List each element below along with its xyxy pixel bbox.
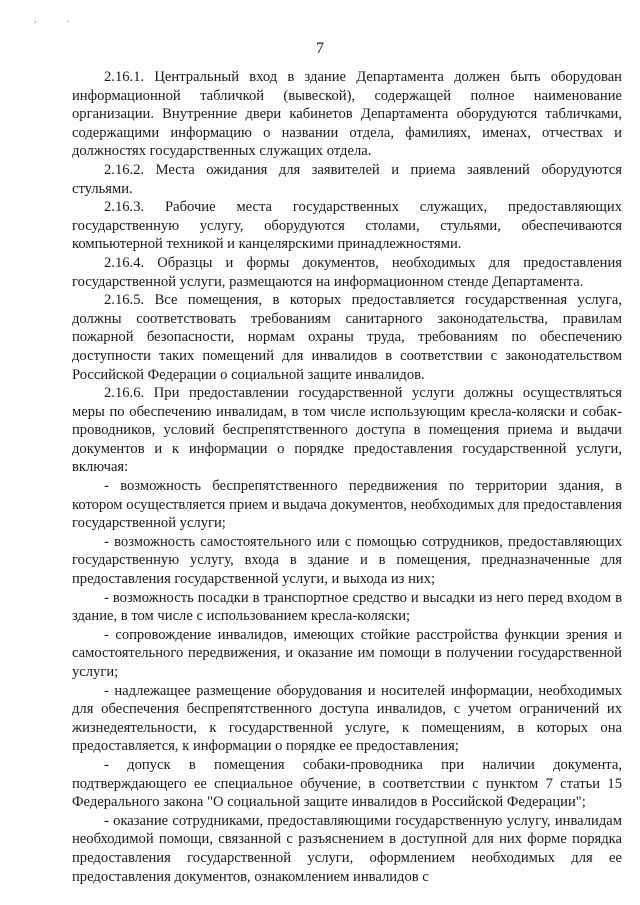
list-item: - сопровождение инвалидов, имеющих стойкие расстройства функции зрения и самостоятельного передвижения, и оказание им помощи в получении государственной услуги; <box>72 626 622 680</box>
paragraph-2-16-5: 2.16.5. Все помещения, в которых предоставляется государственная услуга, должны соответствовать требованиям санитарного законодательства, правилам пожарной безопасности, нормам охраны труда, требованиям по обеспечению доступности таких помещений для инвалидов в соответствии с законодательством Российской Федерации о социальной защите инвалидов. <box>72 292 622 383</box>
list-item: - допуск в помещения собаки-проводника при наличии документа, подтверждающего ее специальное обучение, в соответствии с пунктом 7 статьи 15 Федерального закона "О социальной защите инвалидов в Российской Федерации"; <box>72 756 622 811</box>
page-number: 7 <box>316 40 324 57</box>
document-body <box>72 68 622 886</box>
list-item: - возможность самостоятельного или с помощью сотрудников, предоставляющих государственную услугу, входа в здание и в помещения, предназначенные для предоставления государственной услуги, и выхода из них; <box>72 533 622 588</box>
list-item: - надлежащее размещение оборудования и носителей информации, необходимых для обеспечения беспрепятственного доступа инвалидов, с учетом ограничений их жизнедеятельности, к государственной услуге, к помещениям, в которых она предоставляется, к информации о порядке ее предоставления; <box>72 682 622 755</box>
paragraph-2-16-4: 2.16.4. Образцы и формы документов, необходимых для предоставления государственной услуги, размещаются на информационном стенде Департамента. <box>72 254 622 290</box>
list-item: - оказание сотрудниками, предоставляющими государственную услугу, инвалидам необходимой помощи, связанной с разъяснением в доступной для них форме порядка предоставления государственной услуги, оформлением необходимых для ее предоставления документов, ознакомлением инвалидов с <box>72 812 622 885</box>
scan-marks: , . <box>34 14 84 25</box>
paragraph-2-16-1: 2.16.1. Центральный вход в здание Департамента должен быть оборудован информационной табличкой (вывеской), содержащей полное наименование организации. Внутренние двери кабинетов Департамента оборудуются табличками, содержащими информацию о названии отдела, фамилиях, именах, отчествах и должностях государственных служащих отдела. <box>72 69 622 160</box>
paragraph-2-16-6: 2.16.6. При предоставлении государственной услуги должны осуществляться меры по обеспечению инвалидам, в том числе использующим кресла-коляски и собак-проводников, условий беспрепятственного доступа в помещения приема и выдачи документов и к информации о порядке предоставления государственной услуги, включая: <box>72 385 622 476</box>
list-item: - возможность беспрепятственного передвижения по территории здания, в котором осуществляется прием и выдача документов, необходимых для предоставления государственной услуги; <box>72 478 622 532</box>
paragraph-2-16-2: 2.16.2. Места ожидания для заявителей и приема заявлений оборудуются стульями. <box>72 161 622 197</box>
paragraph-2-16-3: 2.16.3. Рабочие места государственных служащих, предоставляющих государственную услугу, оборудуются столами, стульями, обеспечиваются компьютерной техникой и канцелярскими принадлежностями. <box>72 199 622 253</box>
list-item: - возможность посадки в транспортное средство и высадки из него перед входом в здание, в том числе с использованием кресла-коляски; <box>72 589 622 625</box>
